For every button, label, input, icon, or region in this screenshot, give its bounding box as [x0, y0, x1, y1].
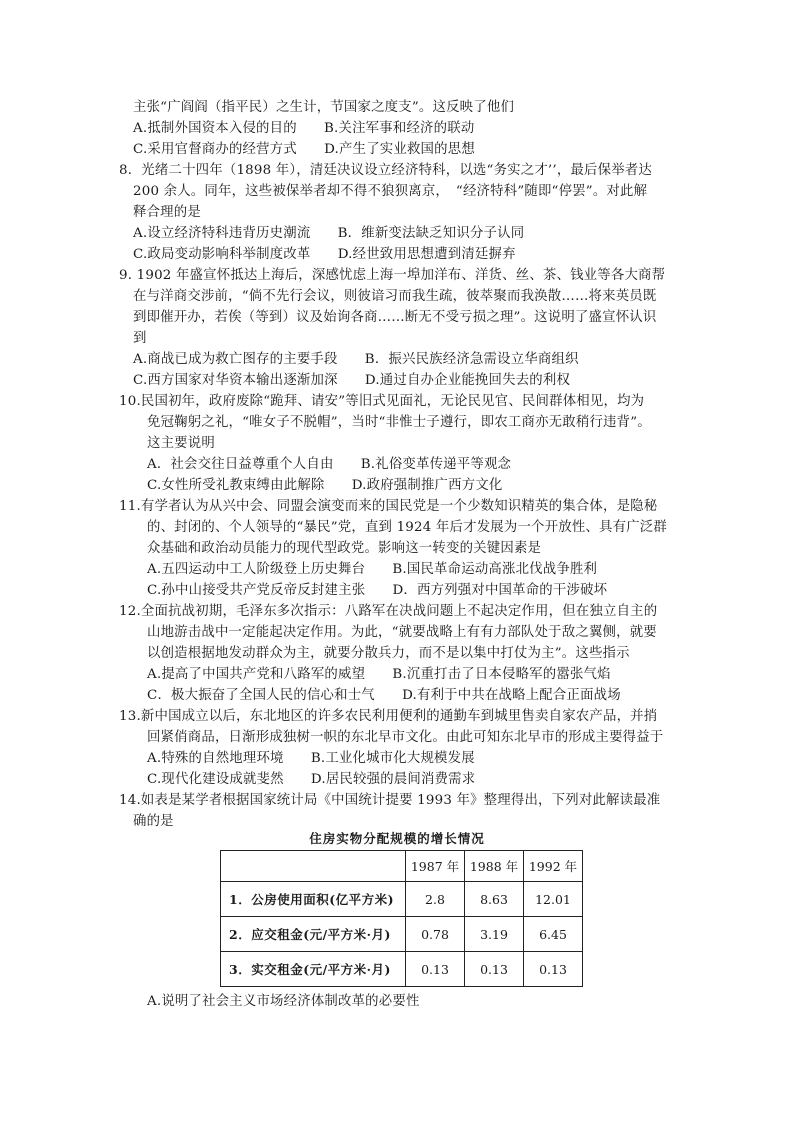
q11-stem: 众基础和政治动员能力的现代型政党。影响这一转变的关键因素是: [147, 541, 542, 556]
q13-option-ab: A.特殊的自然地理环境 B.工业化城市化大规模发展: [147, 751, 475, 766]
q10-stem: 这主要说明: [147, 436, 215, 451]
table-cell: 0.13: [465, 952, 524, 987]
q10-option-cd: C.女性所受礼教束缚由此解除 D.政府强制推广西方文化: [147, 478, 503, 493]
year-header: 1987 年: [406, 851, 465, 882]
q14-option-a: A.说明了社会主义市场经济体制改革的必要性: [147, 994, 420, 1009]
table-cell: 2.8: [406, 882, 465, 917]
q8-option-cd: C.政局变动影响科举制度改革 D.经世致用思想遭到清廷摒弃: [133, 247, 516, 262]
q10-stem: 免冠鞠躬之礼，“唯女子不脱帽”，当时“非惟士子遵行，即农工商亦无敢稍行违背”。: [147, 415, 651, 430]
q7-option-cd: C.采用官督商办的经营方式 D.产生了实业救国的思想: [133, 142, 475, 157]
q9-stem: 在与洋商交涉前，“倘不先行会议，则彼谙习而我生疏，彼萃聚而我涣散……将来英员既: [133, 289, 657, 304]
q13-stem: 13.新中国成立以后，东北地区的许多农民利用便利的通勤车到城里售卖自家农产品，并捎: [119, 709, 658, 724]
q8-stem: 200 余人。同年，这些被保举者却不得不狼狈离京， “经济特科”随即“停罢”。对此解: [133, 184, 648, 199]
q8-stem: 释合理的是: [133, 205, 201, 220]
housing-data-table: [220, 850, 583, 987]
table-corner-cell: [221, 851, 406, 882]
q14-stem: 确的是: [133, 814, 174, 829]
table-cell: 8.63: [465, 882, 524, 917]
table-cell: 6.45: [524, 917, 583, 952]
q9-option-cd: C.西方国家对华资本输出逐渐加深 D.通过自办企业能挽回失去的利权: [133, 373, 571, 388]
q12-stem: 12.全面抗战初期，毛泽东多次指示：八路军在决战问题上不起决定作用，但在独立自主的: [119, 604, 658, 619]
table-header-row: [221, 851, 583, 882]
q12-option-ab: A.提高了中国共产党和八路军的威望 B.沉重打击了日本侵略军的嚣张气焰: [147, 667, 611, 682]
q11-option-cd: C.孙中山接受共产党反帝反封建主张 D．西方列强对中国革命的干涉破坏: [147, 583, 608, 598]
table-cell: 3.19: [465, 917, 524, 952]
q9-stem: 到: [133, 331, 147, 346]
table-cell: 0.13: [406, 952, 465, 987]
row-label: 2．应交租金(元/平方米·月): [221, 917, 406, 952]
table-cell: 0.13: [524, 952, 583, 987]
row-label: 3．实交租金(元/平方米·月): [221, 952, 406, 987]
q11-stem: 11.有学者认为从兴中会、同盟会演变而来的国民党是一个少数知识精英的集合体，是隐秘: [119, 499, 658, 514]
table-title: 住房实物分配规模的增长情况: [309, 831, 485, 846]
q11-option-ab: A.五四运动中工人阶级登上历史舞台 B.国民革命运动高涨北伐战争胜利: [147, 562, 598, 577]
q13-stem: 回紧俏商品，日渐形成独树一帜的东北早市文化。由此可知东北早市的形成主要得益于: [147, 730, 664, 745]
q9-option-ab: A.商战已成为救亡图存的主要手段 B．振兴民族经济急需设立华商组织: [133, 352, 579, 367]
q12-stem: 山地游击战中一定能起决定作用。为此，“就要战略上有有力部队处于敌之翼侧，就要: [147, 625, 657, 640]
q13-option-cd: C.现代化建设成就斐然 D.居民较强的晨间消费需求: [147, 772, 476, 787]
table-row: [221, 882, 583, 917]
q9-stem: 到即催开办，若俟（等到）议及始询各商……断无不受亏损之理”。这说明了盛宣怀认识: [133, 310, 657, 325]
year-header: 1992 年: [524, 851, 583, 882]
table-row: [221, 952, 583, 987]
q10-option-ab: A．社会交往日益尊重个人自由 B.礼俗变革传递平等观念: [147, 457, 512, 472]
year-header: 1988 年: [465, 851, 524, 882]
q12-option-cd: C．极大振奋了全国人民的信心和士气 D.有利于中共在战略上配合正面战场: [147, 688, 621, 703]
q12-stem: 以创造根据地发动群众为主，就要分散兵力，而不是以集中打仗为主”。这些指示: [147, 646, 630, 661]
q7-option-ab: A.抵制外国资本入侵的目的 B.关注军事和经济的联动: [133, 121, 475, 136]
table-row: [221, 917, 583, 952]
q14-stem: 14.如表是某学者根据国家统计局《中国统计提要 1993 年》整理得出，下列对此解读最准: [119, 793, 661, 808]
q10-stem: 10.民国初年，政府废除“跪拜、请安”等旧式见面礼，无论民见官、民间群体相见，均为: [119, 394, 645, 409]
q7-stem-end: 主张“广阎阎（指平民）之生计，节国家之度支”。这反映了他们: [133, 100, 515, 115]
table-cell: 12.01: [524, 882, 583, 917]
q11-stem: 的、封闭的、个人领导的“暴民”党，直到 1924 年后才发展为一个开放性、具有广泛群: [147, 520, 667, 535]
q9-stem: 9. 1902 年盛宣怀抵达上海后，深感忧虑上海一埠加洋布、洋货、丝、茶、钱业等各大商帮: [119, 268, 666, 283]
q8-option-ab: A.设立经济特科违背历史潮流 B．维新变法缺乏知识分子认同: [133, 226, 525, 241]
q8-stem: 8．光绪二十四年（1898 年），清廷决议设立经济特科，以选“务实之才’’，最后保举者达: [119, 163, 652, 178]
table-cell: 0.78: [406, 917, 465, 952]
row-label: 1．公房使用面积(亿平方米): [221, 882, 406, 917]
